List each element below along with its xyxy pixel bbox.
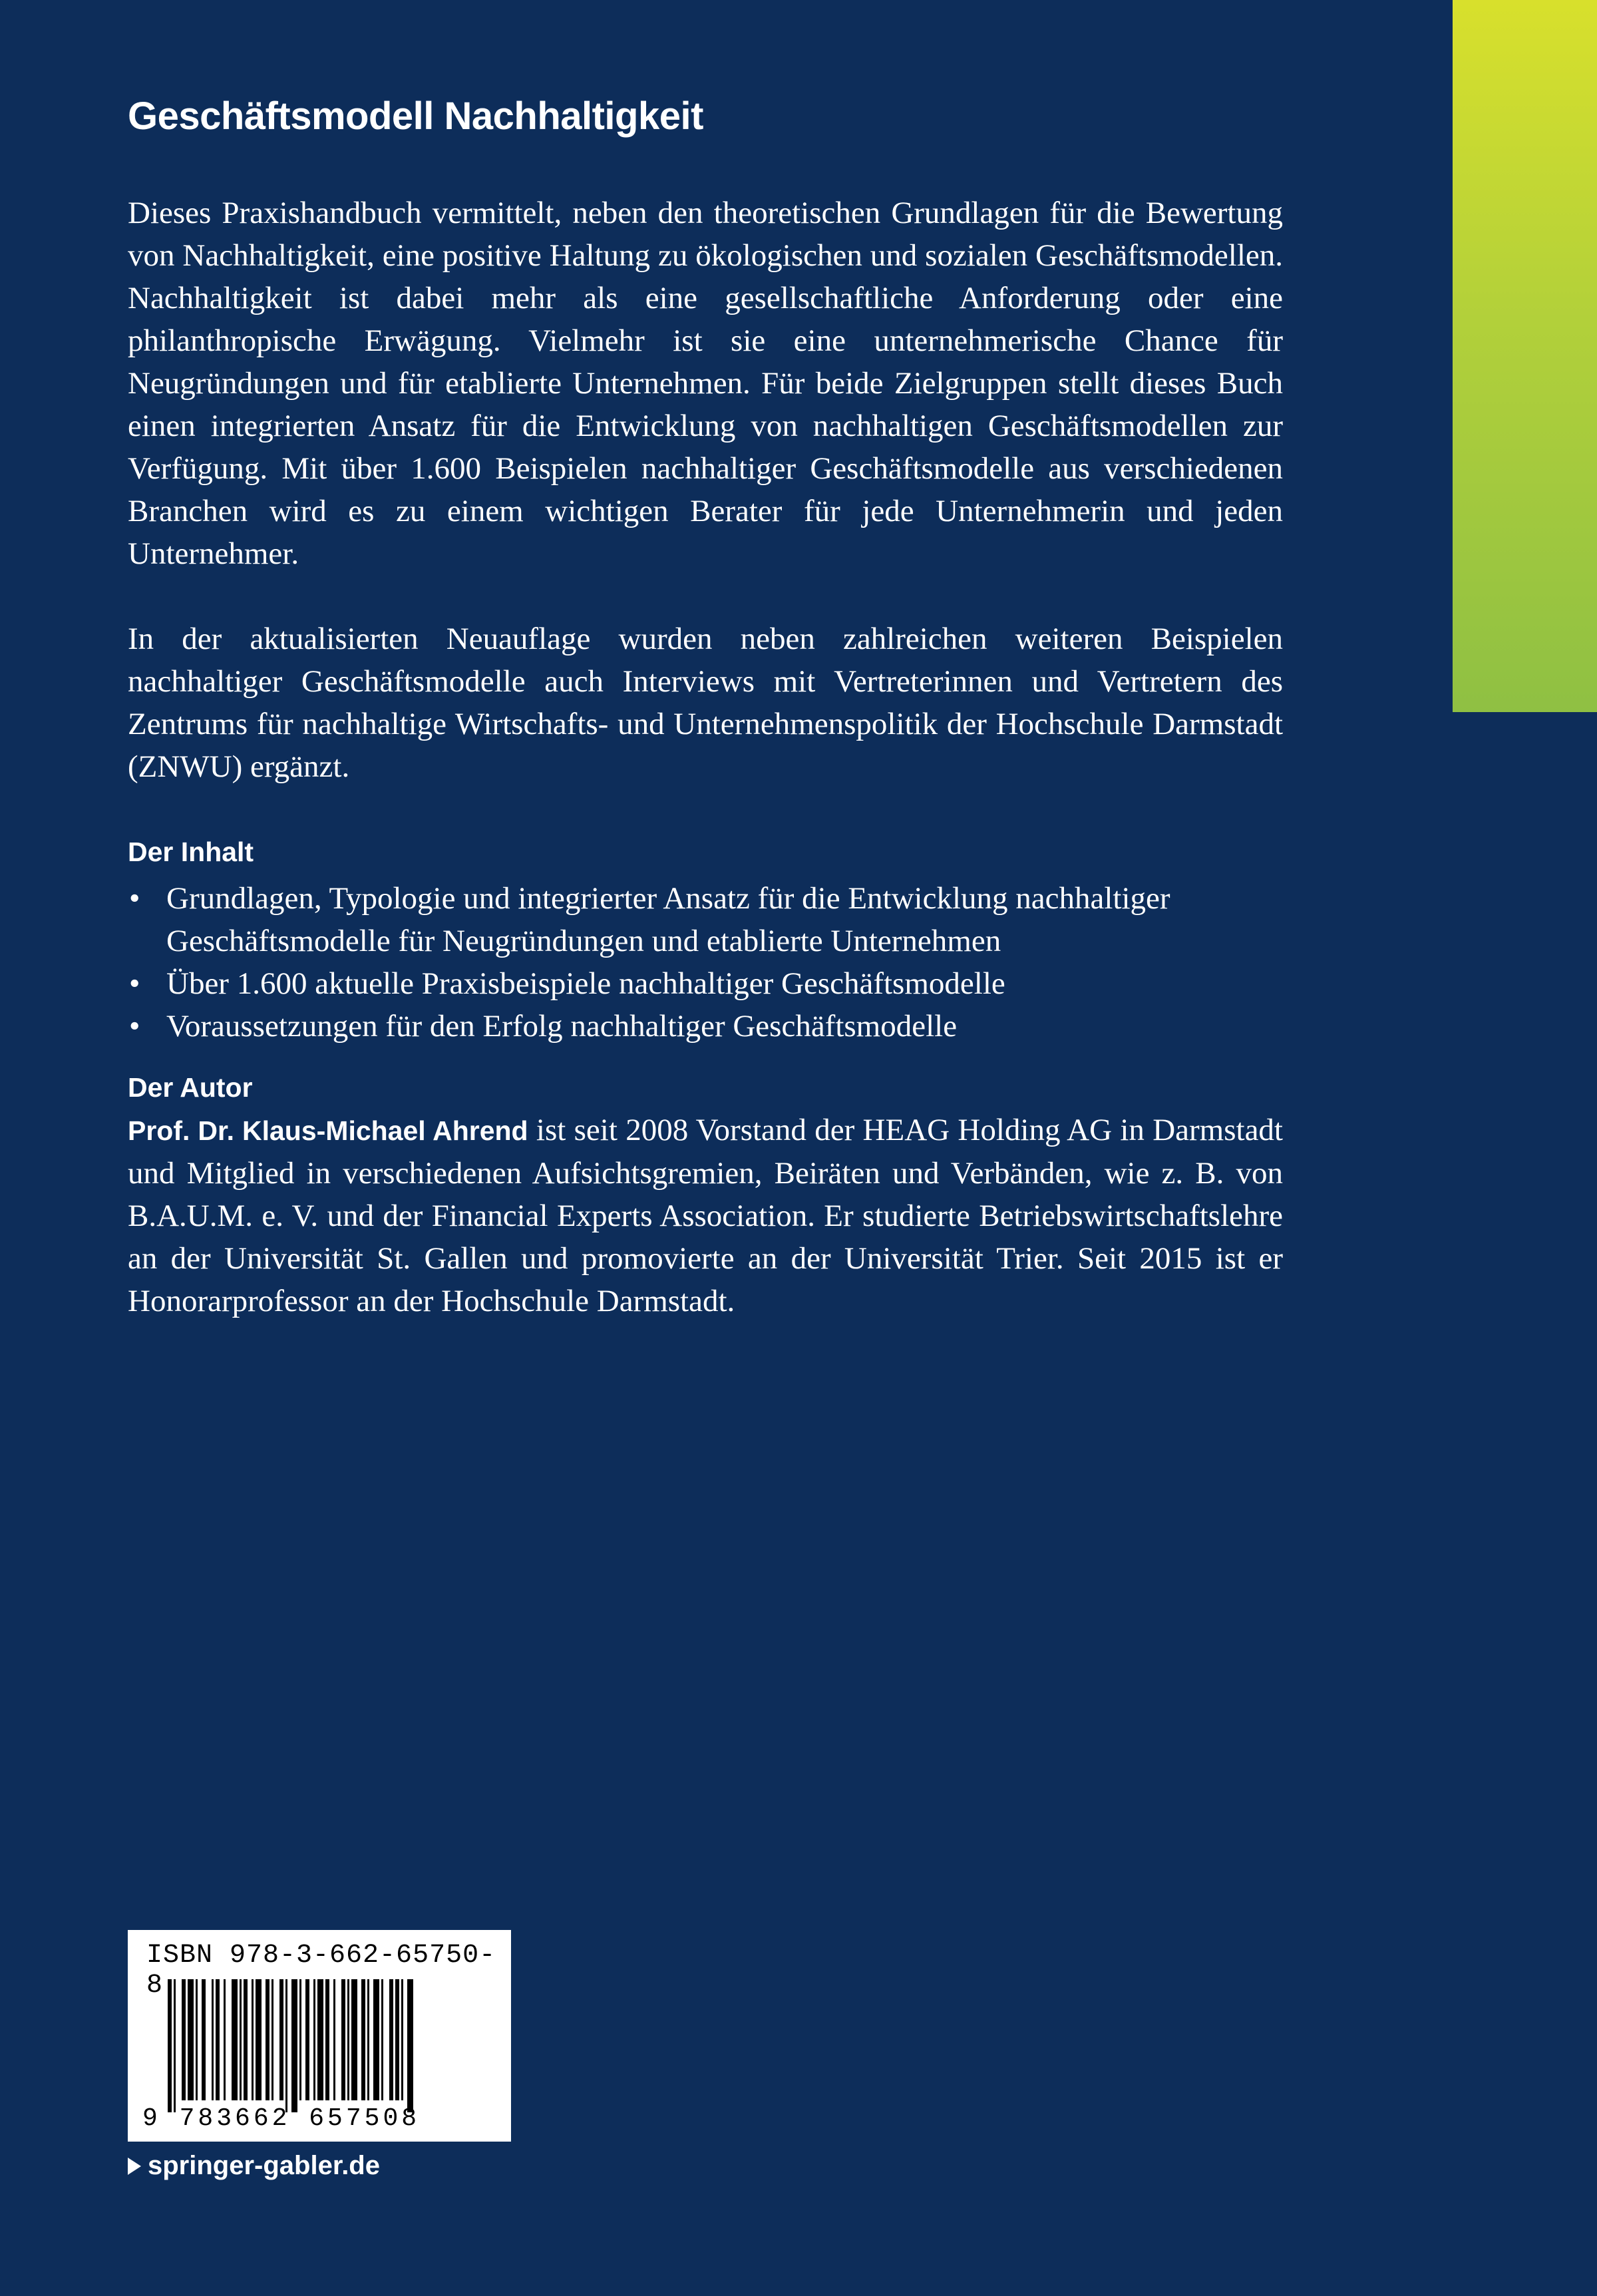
intro-paragraph-1: Dieses Praxishandbuch vermittelt, neben den theoretischen Grundlagen für die Bewertung von Nachhaltigkeit, eine positive Haltung zu ökologischen und sozialen Geschäftsmodellen. Nachhaltigkeit ist dabei mehr als eine gesellschaftliche Anforderung oder eine philanthropische Erwägung. Vielmehr ist sie eine unternehmerische Chance für Neugründungen und für etablierte Unternehmen. Für beide Zielgruppen stellt dieses Buch einen integrierten Ansatz für die Entwicklung von nachhaltigen Geschäftsmodellen zur Verfügung. Mit über 1.600 Beispielen nachhaltiger Geschäftsmodelle aus verschiedenen Branchen wird es zu einem wichtigen Berater für jede Unternehmerin und jeden Unternehmer. [128,195,1283,571]
list-item-text: Voraussetzungen für den Erfolg nachhaltiger Geschäftsmodelle [166,1008,958,1044]
barcode-bar [401,1979,403,2100]
publisher-url: springer-gabler.de [148,2151,380,2180]
accent-gradient-strip [1453,0,1597,712]
barcode-bar [285,1979,287,2112]
barcode-bar [266,1979,269,2100]
barcode-bar [299,1979,301,2100]
barcode-bar [351,1979,357,2100]
barcode-bar [395,1979,399,2100]
barcode-bar [291,1979,297,2112]
barcode-bar [313,1979,315,2100]
barcode-bar [188,1979,194,2100]
bullet-icon: • [129,1008,140,1044]
barcode-bar [333,1979,335,2100]
barcode-bar [212,1979,214,2100]
barcode-bar [389,1979,393,2100]
publisher-link[interactable] [128,2151,380,2181]
bullet-icon: • [129,880,140,916]
barcode-bar [168,1979,172,2112]
barcode-bar [240,1979,242,2100]
arrow-right-icon [128,2158,141,2175]
author-bio-text: ist seit 2008 Vorstand der HEAG Holding AG in Darmstadt und Mitglied in verschiedenen Aufsichtsgremien, Beiräten und Verbänden, wie z. B. von B.A.U.M. e. V. und der Financial Experts Association. Er studierte Betriebswirtschaftslehre an der Universität St. Gallen und promovierte an der Universität Trier. Seit 2015 ist er Honorarprofessor an der Hochschule Darmstadt. [128,1112,1283,1318]
barcode-bar [256,1979,262,2100]
list-item [128,962,1283,1005]
barcode-bar [407,1979,413,2112]
barcode-bar [279,1979,283,2100]
barcode-bar [216,1979,220,2100]
barcode-bar [182,1979,186,2100]
barcode-bar [341,1979,345,2100]
isbn-label: ISBN 978-3-662-65750-8 [146,1941,496,2001]
barcode-bar [244,1979,248,2100]
bullet-icon: • [129,966,140,1001]
list-item-text: Grundlagen, Typologie und integrierter Ansatz für die Entwicklung nachhaltiger Geschäftsmodelle für Neugründungen und etablierte Unternehmen [166,880,1170,958]
barcode-bar [347,1979,349,2100]
author-section [128,1066,1283,1322]
barcode-bar [367,1979,369,2100]
back-cover-text [128,93,1283,1322]
barcode-bar [317,1979,323,2100]
barcode-bar [202,1979,206,2100]
barcode-bar [224,1979,226,2100]
barcode-bars [168,1979,480,2112]
list-item [128,1005,1283,1048]
barcode-bar [373,1979,379,2100]
book-title: Geschäftsmodell Nachhaltigkeit [128,95,703,138]
barcode-bar [174,1979,176,2112]
barcode-bar [381,1979,383,2100]
intro-paragraph-2: In der aktualisierten Neuauflage wurden neben zahlreichen weiteren Beispielen nachhaltiger Geschäftsmodelle auch Interviews mit Vertreterinnen und Vertretern des Zentrums für nachhaltige Wirtschafts- und Unternehmenspolitik der Hochschule Darmstadt (ZNWU) ergänzt. [128,621,1283,784]
barcode-bar [325,1979,329,2100]
content-section [128,831,1283,1048]
author-name: Prof. Dr. Klaus-Michael Ahrend [128,1115,528,1146]
list-item-text: Über 1.600 aktuelle Praxisbeispiele nachhaltiger Geschäftsmodelle [166,966,1005,1001]
barcode-bar [252,1979,254,2100]
author-heading: Der Autor [128,1071,253,1103]
ean-digits: 9 783662 657508 [142,2104,421,2133]
barcode-bar [196,1979,198,2100]
isbn-barcode [128,1930,511,2142]
content-heading: Der Inhalt [128,836,254,867]
barcode-bar [232,1979,238,2100]
barcode-bar [361,1979,365,2100]
content-list [128,877,1283,1048]
list-item [128,877,1283,962]
author-bio [128,1109,1283,1322]
barcode-bar [271,1979,273,2100]
barcode-bar [305,1979,309,2100]
